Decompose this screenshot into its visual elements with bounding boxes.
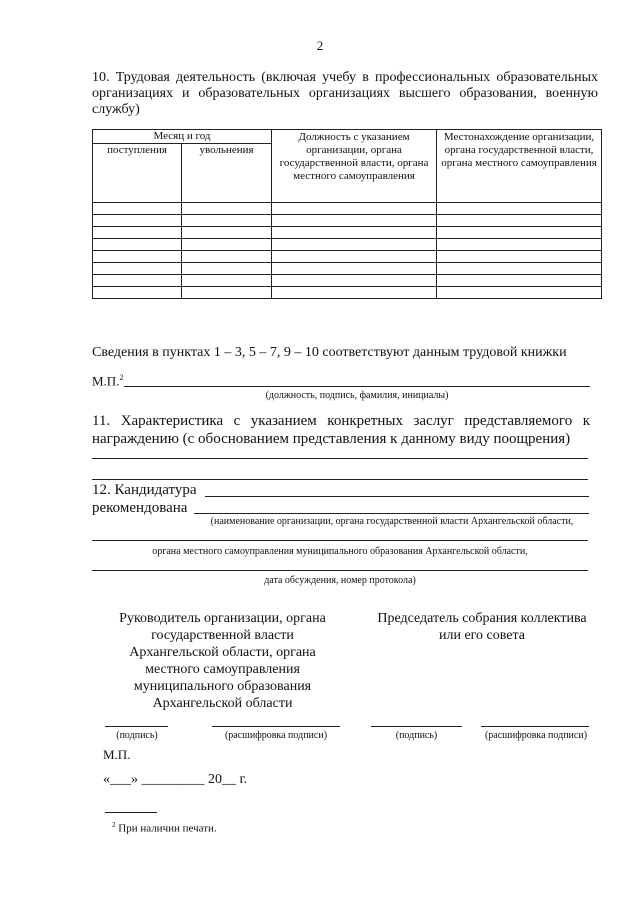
table-cell[interactable] [93,227,182,239]
location-header: Местонахождение организации, органа государственной власти, органа местного самоуправления [437,130,602,203]
table-cell[interactable] [93,215,182,227]
protocol-line[interactable] [92,570,588,571]
table-cell[interactable] [182,287,272,299]
footnote-text: При наличии печати. [118,822,217,835]
table-cell[interactable] [437,251,602,263]
start-date-header: поступления [93,144,182,203]
table-cell[interactable] [93,275,182,287]
table-cell[interactable] [437,227,602,239]
table-cell[interactable] [437,263,602,275]
table-cell[interactable] [93,287,182,299]
table-cell[interactable] [93,263,182,275]
table-row [93,215,602,227]
chairman-signature-caption: (подпись) [395,730,438,741]
page-number: 2 [316,38,324,53]
footnote-separator [105,812,157,813]
table-cell[interactable] [272,239,437,251]
table-row [93,275,602,287]
chairman-title: Председатель собрания коллектива или его совета [377,611,587,643]
table-row [93,239,602,251]
table-cell[interactable] [93,239,182,251]
chairman-decoding-line[interactable] [481,726,589,727]
table-row [93,227,602,239]
table-cell[interactable] [437,203,602,215]
characteristic-line[interactable] [92,458,588,459]
date-line[interactable]: «___» _________ 20__ г. [103,772,248,787]
month-year-header: Месяц и год [93,130,272,144]
section-10-heading: 10. Трудовая деятельность (включая учебу в профессиональных образовательных организациях и образовательных организациях высшего образования, военную службу) [92,70,598,117]
table-cell[interactable] [437,239,602,251]
table-cell[interactable] [182,227,272,239]
table-cell[interactable] [182,203,272,215]
organization-line[interactable] [92,540,588,541]
table-cell[interactable] [182,263,272,275]
table-row [93,263,602,275]
head-decoding-line[interactable] [212,726,340,727]
organization-caption: (наименование организации, органа государственной власти Архангельской области, [210,516,574,527]
footnote-number: 2 [112,821,116,829]
position-header: Должность с указанием организации, органа государственной власти, органа местного самоуправления [272,130,437,203]
table-cell[interactable] [272,251,437,263]
protocol-caption: дата обсуждения, номер протокола) [264,575,416,586]
table-cell[interactable] [272,203,437,215]
head-title: Руководитель организации, органа государственной власти Архангельской области, органа местного самоуправления муниципального образования Архангельской области [119,611,326,711]
stamp-label-text: М.П. [92,373,120,389]
table-cell[interactable] [182,251,272,263]
table-cell[interactable] [437,287,602,299]
table-cell[interactable] [437,215,602,227]
stamp-label [92,373,123,389]
municipality-caption: органа местного самоуправления муниципального образования Архангельской области, [152,546,528,557]
candidate-label: 12. Кандидатура [92,482,197,498]
table-row [93,203,602,215]
characteristic-line[interactable] [92,479,588,480]
table-cell[interactable] [272,263,437,275]
head-decoding-caption: (расшифровка подписи) [224,730,328,741]
work-history-table [92,129,602,299]
table-cell[interactable] [272,287,437,299]
table-cell[interactable] [272,227,437,239]
table-cell[interactable] [437,275,602,287]
table-cell[interactable] [182,239,272,251]
official-signature-line[interactable] [124,386,590,387]
table-cell[interactable] [182,215,272,227]
table-cell[interactable] [272,275,437,287]
section-11-heading: 11. Характеристика с указанием конкретных заслуг представляемого к награждению (с обоснованием представления к данному виду поощрения) [92,413,590,447]
head-signature-line[interactable] [105,726,168,727]
end-date-header: увольнения [182,144,272,203]
workbook-consistency-note: Сведения в пунктах 1 – 3, 5 – 7, 9 – 10 соответствуют данным трудовой книжки [92,345,567,360]
chairman-decoding-caption: (расшифровка подписи) [484,730,588,741]
official-signature-caption: (должность, подпись, фамилия, инициалы) [265,390,449,401]
stamp-place-label: М.П. [103,747,131,762]
candidate-line[interactable] [205,496,589,497]
head-signature-caption: (подпись) [116,730,158,741]
footnote [112,821,217,835]
chairman-signature-line[interactable] [371,726,462,727]
table-row [93,251,602,263]
recommended-by-line[interactable] [194,513,589,514]
table-cell[interactable] [182,275,272,287]
table-row [93,287,602,299]
table-cell[interactable] [272,215,437,227]
table-cell[interactable] [93,251,182,263]
footnote-mark: 2 [119,373,124,382]
table-cell[interactable] [93,203,182,215]
recommended-label: рекомендована [92,500,188,516]
